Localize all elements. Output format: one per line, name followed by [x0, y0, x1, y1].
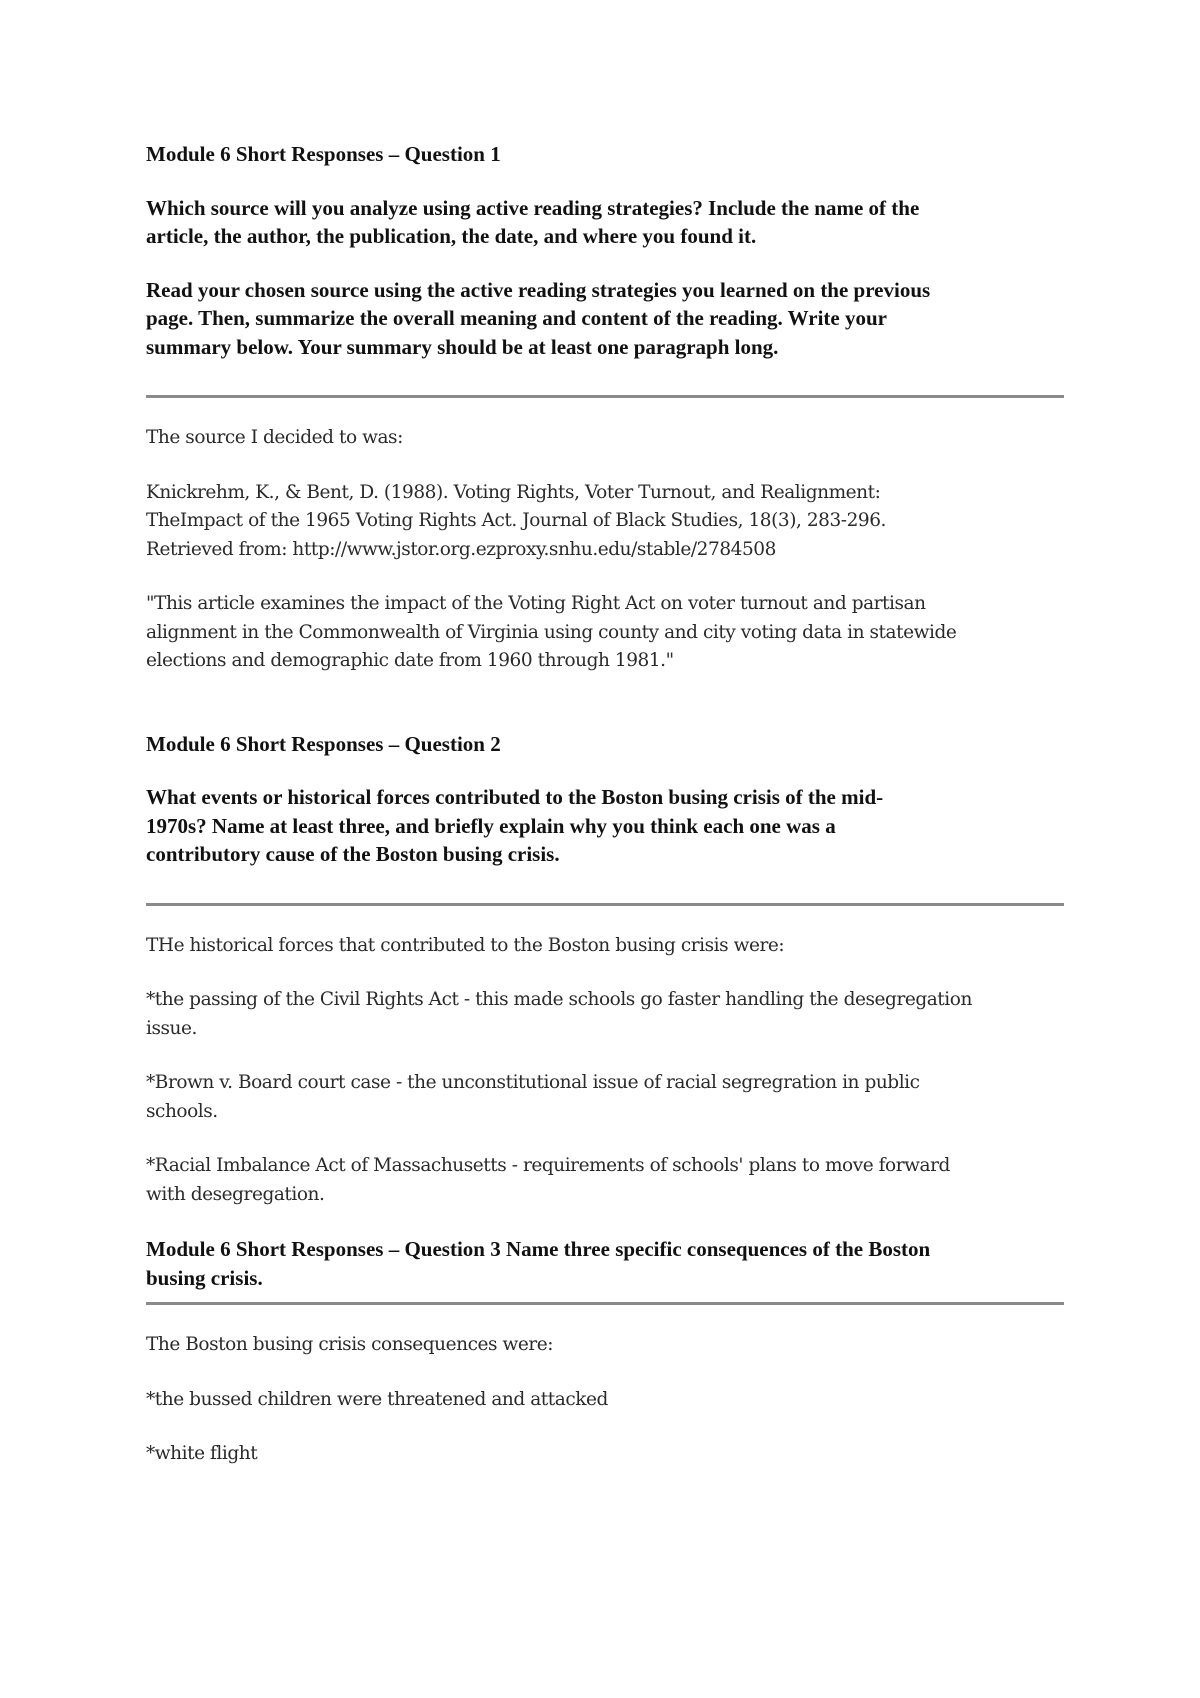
q2-answer-item-line: *the passing of the Civil Rights Act - this made schools go faster handling the desegregation	[146, 989, 972, 1010]
q2-answer-item-line: issue.	[146, 1017, 197, 1039]
document-page	[146, 140, 1064, 1469]
q1-prompt-summary-line: Read your chosen source using the active reading strategies you learned on the previous	[146, 277, 931, 302]
q2-answer-item-line: with desegregation.	[146, 1183, 325, 1205]
q1-citation-line: TheImpact of the 1965 Voting Rights Act. Journal of Black Studies, 18(3), 283-296.	[146, 510, 886, 531]
q1-citation-line: Knickrehm, K., & Bent, D. (1988). Voting Rights, Voter Turnout, and Realignment:	[146, 481, 881, 503]
q1-divider	[146, 395, 1064, 398]
q2-answer-item-line: schools.	[146, 1100, 218, 1122]
q3-heading-line: Module 6 Short Responses – Question 3 Name three specific consequences of the Boston	[146, 1237, 931, 1261]
q1-prompt-summary-line: summary below. Your summary should be at least one paragraph long.	[146, 334, 779, 359]
q1-quote	[146, 590, 1064, 676]
q1-citation	[146, 479, 1064, 565]
q1-prompt-summary	[146, 276, 1064, 362]
q2-prompt-line: What events or historical forces contributed to the Boston busing crisis of the mid-	[146, 785, 884, 809]
q1-heading: Module 6 Short Responses – Question 1	[146, 142, 501, 166]
q2-divider	[146, 903, 1064, 906]
q1-quote-line: "This article examines the impact of the Voting Right Act on voter turnout and partisan	[146, 593, 926, 614]
q2-heading: Module 6 Short Responses – Question 2	[146, 731, 501, 756]
q3-answer-item: *white flight	[146, 1443, 258, 1464]
q2-prompt-line: 1970s? Name at least three, and briefly explain why you think each one was a	[146, 813, 836, 838]
q1-prompt-summary-line: page. Then, summarize the overall meaning and content of the reading. Write your	[146, 306, 887, 330]
q2-answer-item	[146, 1069, 1064, 1126]
q2-answer-item	[146, 986, 1064, 1043]
q1-prompt-source-line: article, the author, the publication, the date, and where you found it.	[146, 224, 757, 248]
q1-answer-intro: The source I decided to was:	[146, 427, 403, 448]
q2-answer-item	[146, 1152, 1064, 1209]
q3-heading-line: busing crisis.	[146, 1265, 263, 1290]
q1-prompt-source	[146, 194, 1064, 251]
q2-prompt	[146, 783, 1064, 869]
q2-prompt-line: contributory cause of the Boston busing crisis.	[146, 842, 560, 866]
q1-citation-line: Retrieved from: http://www.jstor.org.ezproxy.snhu.edu/stable/2784508	[146, 538, 776, 560]
q1-quote-line: elections and demographic date from 1960 through 1981."	[146, 650, 674, 671]
q1-quote-line: alignment in the Commonwealth of Virginia using county and city voting data in statewide	[146, 621, 957, 643]
q3-heading	[146, 1235, 1064, 1292]
q2-answer-item-line: *Racial Imbalance Act of Massachusetts - requirements of schools' plans to move forward	[146, 1155, 950, 1176]
q2-answer-intro: THe historical forces that contributed to the Boston busing crisis were:	[146, 934, 785, 956]
q3-answer-intro: The Boston busing crisis consequences were:	[146, 1334, 554, 1355]
q2-answer-item-line: *Brown v. Board court case - the unconstitutional issue of racial segregration in public	[146, 1072, 920, 1093]
q3-divider	[146, 1302, 1064, 1305]
q3-answer-item: *the bussed children were threatened and attacked	[146, 1388, 608, 1410]
q1-prompt-source-line: Which source will you analyze using active reading strategies? Include the name of the	[146, 195, 920, 220]
